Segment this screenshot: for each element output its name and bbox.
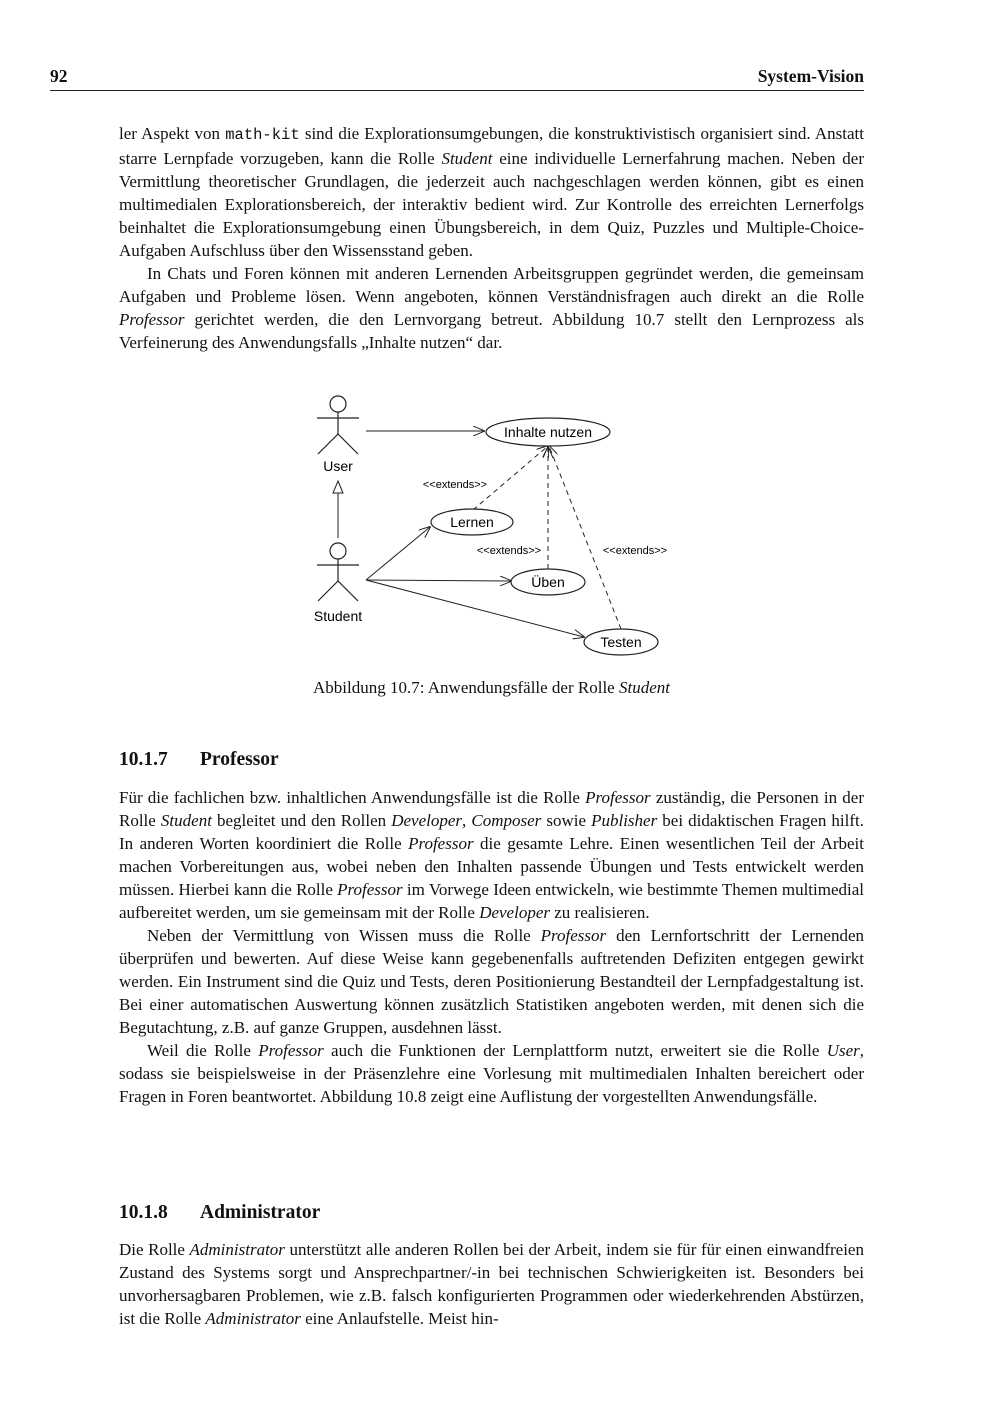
actor-label-student: Student: [313, 608, 363, 624]
section-heading-professor: 10.1.7 Professor: [119, 749, 279, 770]
extends-label-lernen: <<extends>>: [422, 479, 488, 491]
professor-text: [119, 786, 864, 1108]
actor-label-user: User: [323, 458, 353, 474]
running-title: System-Vision: [757, 66, 864, 86]
paragraph: In Chats und Foren können mit anderen Lernenden Arbeitsgruppen gegründet werden, die gemeinsam Aufgaben und Probleme lösen. Wenn angeboten, können Verständnisfragen auch direkt an die Rolle Professor gerichtet werden, die den Lernvorgang betreut. Abbildung 10.7 stellt den Lernprozess als Verfeinerung des Anwendungsfalls „Inhalte nutzen“ dar.: [119, 264, 864, 352]
extends-label-ueben: <<extends>>: [476, 545, 542, 557]
association-student-lernen: [366, 527, 430, 580]
figure-caption: Abbildung 10.7: Anwendungsfälle der Rolle Student: [313, 678, 670, 697]
extends-testen-inhalte: [549, 446, 621, 629]
paragraph: Weil die Rolle Professor auch die Funktionen der Lernplattform nutzt, erweitert sie die Rolle User, sodass sie beispielsweise in der Präsenzlehre eine Vorlesung mit multimedialen Inhalten bereichert oder Fragen in Foren beantwortet. Abbildung 10.8 zeigt eine Auflistung der vorgestellten Anwendungsfälle.: [119, 1041, 865, 1106]
administrator-text: [119, 1238, 864, 1330]
paragraph: Die Rolle Administrator unterstützt alle anderen Rollen bei der Arbeit, indem sie für für einen einwandfreien Zustand des Systems sorgt und Ansprechpartner/-in bei technischen Schwierigkeiten ist. Besonders bei unvorhersagbaren Problemen, wie z.B. falsch konfigurierten Programmen oder wiederkehrenden Abstürzen, ist die Rolle Administrator eine Anlaufstelle. Meist hin-: [119, 1240, 864, 1328]
section-heading-administrator: 10.1.8 Administrator: [119, 1202, 321, 1223]
usecase-label-ueben: Üben: [531, 574, 565, 590]
association-student-ueben: [366, 580, 511, 581]
mathkit-name: math-kit: [225, 126, 300, 144]
usecase-label-testen: Testen: [600, 634, 642, 650]
extends-lernen-inhalte: [473, 446, 548, 510]
usecase-label-inhalte: Inhalte nutzen: [504, 424, 592, 440]
paragraph: Für die fachlichen bzw. inhaltlichen Anwendungsfälle ist die Rolle Professor zuständig, die Personen in der Rolle Student begleitet und den Rollen Developer, Composer sowie Publisher bei didaktischen Fragen hilft. In anderen Worten koordiniert die Rolle Professor die gesamte Lehre. Einen wesentlichen Teil der Arbeit machen Vorbereitungen aus, wobei neben den Inhalten passende Übungen und Tests entwickelt werden müssen. Hierbei kann die Rolle Professor im Vorwege Ideen entwickeln, wie bestimmte Themen multimedial aufbereitet werden, um sie gemeinsam mit der Rolle Developer zu realisieren.: [119, 788, 864, 922]
student-actor-icon: [317, 543, 359, 601]
paragraph: ler Aspekt von math-kit sind die Explorationsumgebungen, die konstruktivistisch organisiert sind. Anstatt starre Lernpfade vorzugeben, kann die Rolle Student eine individuelle Lernerfahrung machen. Neben der Vermittlung theoretischer Grundlagen, die jederzeit auch nachgeschlagen werden können, gibt es einen multimedialen Explorationsbereich, der interaktiv bedient wird. Zur Kontrolle des erreichten Lernerfolgs beinhaltet die Explorationsumgebung einen Übungsbereich, in dem Quiz, Puzzles und Multiple-Choice-Aufgaben Aufschluss über den Wissensstand geben.: [119, 124, 864, 260]
usecase-label-lernen: Lernen: [450, 514, 494, 530]
paragraph: Neben der Vermittlung von Wissen muss die Rolle Professor den Lernfortschritt der Lernenden überprüfen und bewerten. Auf diese Weise kann gegebenenfalls auftretenden Defiziten entgegen gewirkt werden. Ein Instrument sind die Quiz und Tests, deren Positionierung Bestandteil der Lernpfadgestaltung ist. Bei einer automatischen Auswertung können zusätzlich Statistiken angeboten werden, mit denen sich die Begutachtung, z.B. auf ganze Gruppen, ausdehnen lässt.: [119, 926, 864, 1037]
extends-label-testen: <<extends>>: [602, 545, 668, 557]
page-number: 92: [50, 66, 68, 86]
user-actor-icon: [317, 396, 359, 454]
